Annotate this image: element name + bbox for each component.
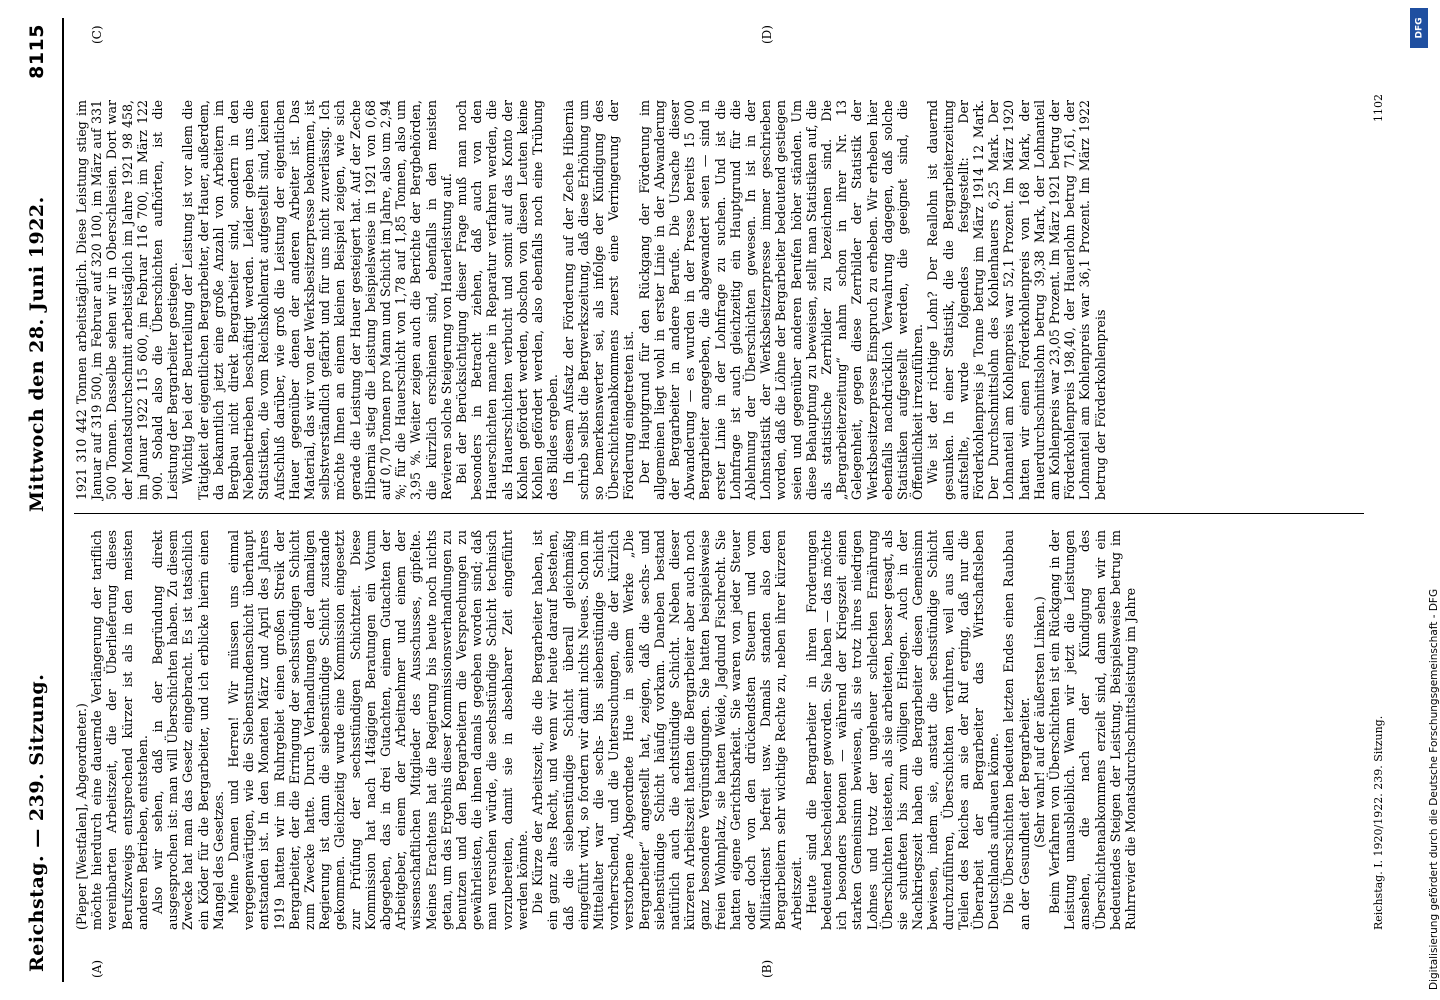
paragraph: Die Kürze der Arbeitszeit, die die Bergarbeiter haben, ist ein ganz altes Recht, und wenn wir heute darauf bestehen, daß die siebenstündige Schicht überall gleichmäßig eingeführt wird, so fordern wir damit nichts Neues. Schon im Mittelalter war die sechs- bis siebenstündige Schicht vorherrschend, und die Untersuchungen, die der kürzlich verstorbene Abgeordnete Hue in seinem Werke „Die Bergarbeiter“ angestellt hat, zeigen, daß die sechs- und siebenstündige Schicht häufig vorkam. Daneben bestand natürlich auch die achtstündige Schicht. Neben dieser kürzeren Arbeitszeit hatten die Bergarbeiter aber auch noch ganz besondere Vergünstigungen. Sie hatten beispielsweise freien Wohnplatz, sie hatten Weide, Jagdund Fischrecht. Sie hatten eigene Gerichtsbarkeit. Sie waren von jeder Steuer oder doch von den drückendsten Steuern und vom Militärdienst befreit usw. Damals standen also den Bergarbeitern sehr wichtige Rechte zu, neben ihrer kürzeren Arbeitszeit. — [530, 530, 804, 930]
footer-sheet-number: 1102 — [1372, 94, 1385, 122]
digitization-note: Digitalisierung gefördert durch die Deutsche Forschungsgemeinschaft - DFG — [1428, 588, 1440, 990]
paragraph: möchte hierdurch eine dauernde Verlängerung der tariflich vereinbarten Arbeitszeit, die der Überlieferung dieses Berufszweigs entsprechend kürzer ist als in den meisten anderen Betrieben, entstehen. — [89, 530, 150, 930]
page-header — [18, 18, 64, 982]
page-number: 8115 — [26, 24, 48, 79]
interjection: (Sehr wahr! auf der äußersten Linken.) — [1031, 596, 1047, 848]
margin-label-d: (D) — [760, 25, 774, 44]
dfg-logo-icon — [1410, 8, 1428, 48]
header-date: Mittwoch den 28. Juni 1922. — [26, 196, 48, 512]
paragraph: Wichtig bei der Beurteilung der Leistung ist vor allem die Tätigkeit der eigentlichen Bergarbeiter, der Hauer, außerdem, da bekanntlich jetzt eine große Anzahl von Arbeitern im Bergbau nicht direkt Bergarbeiter sind, sondern in den Nebenbetrieben beschäftigt werden. Leider geben uns die Statistiken, die vom Reichskohlenrat aufgestellt sind, keinen Aufschluß darüber, wie groß die Leistung der eigentlichen Hauer gegenüber denen der anderen Arbeiter ist. Das Material, das wir von der Werksbesitzerpresse bekommen, ist selbstverständlich gefärbt und für uns nicht zuverlässig. Ich möchte Ihnen an einem kleinen Beispiel zeigen, wie sich gerade die Leistung der Hauer gesteigert hat. Auf der Zeche Hibernia stieg die Leistung beispielsweise in 1921 von 0,68 auf 0,70 Tonnen pro Mann und Schicht im Jahre, also um 2,94 %; für die Hauerschicht von 1,78 auf 1,85 Tonnen, also um 3,95 %. Weiter zeigen auch die Berichte der Bergbehörden, die kürzlich erschienen sind, ebenfalls in den meisten Revieren solche Steigerung von Hauerleistung auf. — [180, 100, 454, 500]
margin-label-c: (C) — [90, 25, 104, 44]
paragraph: Meine Damen und Herren! Wir müssen uns einmal vergegenwärtigen, wie die Siebenstundenschicht überhaupt entstanden ist. In den Monaten März und April des Jahres 1919 hatten wir im Ruhrgebiet einen großen Streik der Bergarbeiter, der die Erringung der sechsstündigen Schicht zum Zwecke hatte. Durch Verhandlungen der damaligen Regierung ist dann die siebenstündige Schicht zustande gekommen. Gleichzeitig wurde eine Kommission eingesetzt zur Prüfung der sechsstündigen Schichtzeit. Diese Kommission hat nach 14tägigen Beratungen ein Votum abgegeben, das in drei Gutachten, einem Gutachten der Arbeitgeber, einem der Arbeitnehmer und einem der wissenschaftlichen Mitglieder des Ausschusses, gipfelte. Meines Erachtens hat die Regierung bis heute noch nichts getan, um das Ergebnis dieser Kommissionsverhandlungen zu benutzen und den Bergarbeitern die Versprechungen zu gewährleisten, die ihnen damals gegeben worden sind; daß man versuchen würde, die sechsstündige Schicht technisch vorzubereiten, damit sie in absehbarer Zeit eingeführt werden könnte. — [226, 530, 530, 930]
paragraph: Also wir sehen, daß in der Begründung direkt ausgesprochen ist: man will Überschichten haben. Zu diesem Zwecke hat man das Gesetz eingebracht. Es ist tatsächlich ein Köder für die Bergarbeiter, und ich erblicke hierin einen Mangel des Gesetzes. — [150, 530, 226, 930]
margin-label-a: (A) — [90, 959, 104, 978]
paragraph: 1921 310 442 Tonnen arbeitstäglich. Diese Leistung stieg im Januar auf 319 500, im Februar auf 320 100, im März auf 331 500 Tonnen. Dasselbe sehen wir in Oberschlesien. Dort war der Monatsdurchschnitt arbeitstäglich im Jahre 1921 98 458, im Januar 1922 115 600, im Februar 116 700, im März 122 900. Sobald also die Überschichten aufhörten, ist die Leistung der Bergarbeiter gestiegen. — [74, 100, 181, 500]
column-divider — [74, 513, 1364, 514]
dfg-logo-text: DFG — [1414, 17, 1425, 39]
header-session: Reichstag. — 239. Sitzung. — [26, 673, 48, 972]
text-column-right — [74, 100, 1364, 500]
paragraph: Wie ist der richtige Lohn? Der Reallohn ist dauernd gesunken. In einer Statistik, die die Bergarbeiterzeitung aufstellte, wurde folgendes festgestellt: Der Förderkohlenpreis je Tonne betrug im März 1914 12 Mark. Der Durchschnittslohn des Kohlenhauers 6,25 Mark. Der Lohnanteil am Kohlenpreis war 52,1 Prozent. Im März 1920 hatten wir einen Förderkohlenpreis von 168 Mark, der Hauerdurchschnittslohn betrug 39,38 Mark, der Lohnanteil am Kohlenpreis war 23,05 Prozent. Im März 1921 betrug der Förderkohlenpreis 198,40, der Hauerlohn betrug 71,61, der Lohnanteil am Kohlenpreis war 36,1 Prozent. Im März 1922 betrug der Förderkohlenpreis — [925, 100, 1108, 500]
footer-session-note: Reichstag. I. 1920/1922. 239. Sitzung. — [1372, 715, 1385, 930]
paragraph: Die Überschichten bedeuten letzten Endes einen Raubbau an der Gesundheit der Bergarbeiter. — [1001, 530, 1032, 930]
digitization-sidebar — [1408, 0, 1440, 1000]
speaker-line: (Pieper [Westfalen], Abgeordneter.) — [74, 703, 89, 930]
text-column-left — [74, 530, 1364, 930]
paragraph: In diesem Aufsatz der Förderung auf der Zeche Hibernia schrieb selbst die Bergwerkszeitung, daß diese Erhöhung um so bemerkenswerter sei, als infolge der Kündigung des Überschichtenabkommens zuerst eine Verringerung der Förderung eingetreten ist. — [560, 100, 637, 500]
margin-label-b: (B) — [760, 959, 774, 978]
paragraph: Heute sind die Bergarbeiter in ihren Forderungen bedeutend bescheidener geworden. Sie haben — das möchte ich besonders betonen — während der Kriegszeit einen starken Gemeinsinn bewiesen, als sie trotz ihres niedrigen Lohnes und trotz der ungeheuer schlechten Ernährung Überschichten leisteten, als sie arbeiteten, besser gesagt, als sie schufteten bis zum völligen Erliegen. Auch in der Nachkriegszeit haben die Bergarbeiter diesen Gemeinsinn bewiesen, indem sie, anstatt die sechsstündige Schicht durchzuführen, Überschichten verfuhren, weil aus allen Teilen des Reiches an sie der Ruf erging, daß nur die Überarbeit der Bergarbeiter das Wirtschaftsleben Deutschlands aufbauen könne. — [803, 530, 1002, 930]
paragraph: Der Hauptgrund für den Rückgang der Förderung im allgemeinen liegt wohl in erster Linie in der Abwanderung der Bergarbeiter in andere Berufe. Die Ursache dieser Abwanderung — es wurden in der Presse bereits 15 000 Bergarbeiter angegeben, die abgewandert seien — sind in erster Linie in der Lohnfrage zu suchen. Und ist die Lohnfrage ist auch gleichzeitig ein Hauptgrund für die Ablehnung der Überschichten gewesen. In ist in der Lohnstatistik der Werksbesitzerpresse immer geschrieben worden, daß die Löhne der Bergarbeiter bedeutend gestiegen seien und gegenüber anderen Berufen höher ständen. Um diese Behauptung zu beweisen, stellt man Statistiken auf, die als statistische Zerrbilder zu bezeichnen sind. Die „Bergarbeiterzeitung“ nahm schon in ihrer Nr. 13 Gelegenheit, gegen diese Zerrbilder der Statistik der Werksbesitzerpresse Einspruch zu erheben. Wir erheben hier ebenfalls nachdrücklich Verwahrung dagegen, daß solche Statistiken aufgestellt werden, die geeignet sind, die Öffentlichkeit irrezuführen. — [636, 100, 926, 500]
paragraph: Bei der Berücksichtigung dieser Frage muß man noch besonders in Betracht ziehen, daß auch von den Hauerschichten manche in Reparatur verfahren werden, die als Hauerschichten verbucht und somit auf das Konto der Kohlen gefördert werden, obschon von diesen Leuten keine Kohlen gefördert werden, also ebenfalls noch eine Trübung des Bildes ergeben. — [454, 100, 561, 500]
paragraph: Beim Verfahren von Überschichten ist ein Rückgang in der Leistung unausbleiblich. Wenn wir jetzt die Leistungen ansehen, die nach der Kündigung des Überschichtenabkommens erzielt sind, dann sehen wir ein bedeutendes Steigen der Leistung. Beispielsweise betrug im Ruhrrevier die Monatsdurchschnittsleistung im Jahre — [1047, 530, 1139, 930]
